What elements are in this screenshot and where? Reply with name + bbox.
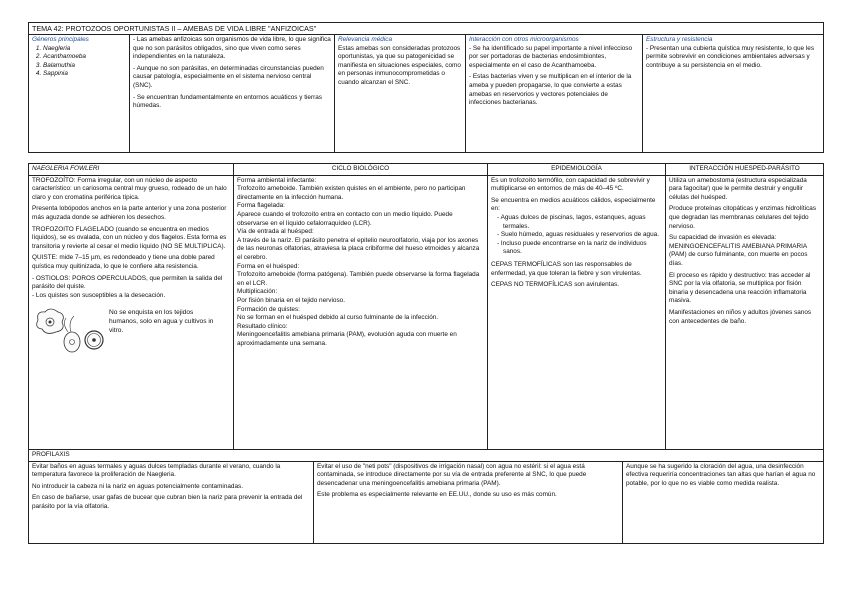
- genus-item: 4. Sappinia: [43, 70, 126, 79]
- epidemiology-cell: [488, 175, 666, 449]
- epi-intro: Es un trofozoíto termófilo, con capacidad de sobrevivir y multiplicarse en entornos de más de 40–45 ºC.: [491, 176, 650, 193]
- host-item: Manifestaciones en niños y adultos jóvenes sanos con antecedentes de baño.: [669, 308, 812, 325]
- epi-thermophilic: CEPAS TERMOFÍLICAS son las responsables de enfermedad, ya que toleran la fiebre y son virulentas.: [491, 260, 642, 277]
- cyst-figure-row: [32, 302, 230, 358]
- cycle-cell: [234, 175, 488, 449]
- cycle-step-text: Meningoencefalitis amebiana primaria (PAM), evolución aguda con muerte en aproximadamente una semana.: [237, 331, 457, 347]
- morphology-cell: [29, 175, 234, 449]
- genus-item: 2. Acanthamoeba: [43, 53, 126, 62]
- morphology-text: - OSTIOLOS: POROS OPERCULADOS, que permiten la salida del parásito del quiste.: [32, 274, 223, 291]
- prophylaxis-col2: [314, 461, 623, 543]
- morphology-text: QUISTE: mide 7–15 µm, es redondeado y tiene una doble pared quística muy quitinizada, lo que le confiere alta resistencia.: [32, 254, 215, 270]
- genera-list: [32, 45, 126, 79]
- cycle-step-text: Aparece cuando el trofozoíto entra en contacto con un medio líquido. Puede observarse en el líquido cefalorraquídeo (LCR).: [237, 210, 453, 227]
- interaction-item: - Se ha identificado su papel importante a nivel infeccioso por ser portadoras de bacterias endosimbiontes, especialmente en el caso de Acanthamoeba.: [469, 45, 639, 71]
- genera-heading: Géneros principales: [32, 36, 89, 43]
- cycle-step-text: No se forman en el huésped debido al curso fulminante de la infección.: [237, 314, 439, 322]
- cycle-step-text: Por fisión binaria en el tejido nervioso.: [237, 296, 345, 304]
- general-item: - Las amebas anfizoicas son organismos de vida libre, lo que significa que no son parásitos obligados, sino que viven como seres independientes en la naturaleza.: [133, 36, 331, 62]
- structure-item: - Presentan una cubierta quística muy resistente, lo que les permite sobrevivir en condiciones ambientales adversas y contribuye a su persistencia en el medio.: [646, 45, 820, 71]
- interaction-heading: Interacción con otros microorganismos: [469, 36, 579, 43]
- prophylaxis-item: En caso de bañarse, usar gafas de bucear que cubran bien la nariz para prevenir la entrada del parásito por la vía olfatoria.: [32, 494, 303, 510]
- morphology-text: Presenta lobópodos anchos en la parte anterior y una zona posterior más aguzada donde se adhieren los desechos.: [32, 205, 227, 221]
- structure-heading: Estructura y resistencia: [646, 36, 713, 43]
- genera-cell: [29, 35, 130, 153]
- interaction-item: - Estas bacterias viven y se multiplican en el interior de la ameba y pueden propagarse, lo que convierte a estas amebas en reservorios y vectores potenciales de infecciones bacterianas.: [469, 73, 639, 107]
- cycle-step-text: Trofozoíto ameboide. También existen quistes en el ambiente, pero no participan directamente en la infección humana.: [237, 185, 466, 201]
- prophylaxis-col1: [29, 461, 314, 543]
- cycle-step-text: Trofozoíto ameboide (forma patógena). También puede observarse la forma flagelada en el LCR.: [237, 271, 480, 287]
- prophylaxis-item: No introducir la cabeza ni la nariz en aguas potencialmente contaminadas.: [32, 482, 244, 490]
- epi-nonthermophilic: CEPAS NO TERMOFÍLICAS son avirulentas.: [491, 281, 619, 289]
- prophylaxis-table: [28, 449, 824, 544]
- morphology-text: - Los quistes son susceptibles a la desecación.: [32, 291, 166, 299]
- cyst-note: No se enquista en los tejidos humanos, solo en agua y cultivos in vitro.: [109, 309, 214, 335]
- cycle-step-title: Multiplicación:: [237, 288, 278, 296]
- cycle-step-title: Formación de quistes:: [237, 305, 300, 313]
- morphology-text: TROFOZOÍTO: Forma irregular, con un núcleo de aspecto característico: un cariosoma central muy grueso, rodeado de un halo claro y con cromatina periférica típica.: [32, 176, 227, 201]
- genus-item: 3. Balamuthia: [43, 62, 126, 71]
- epidemiology-header: EPIDEMIOLOGÍA: [488, 164, 666, 176]
- host-item: Produce proteínas citopáticas y enzimas hidrolíticas que degradan las membranas celulares del tejido nervioso.: [669, 205, 817, 230]
- relevance-text: Estas amebas son consideradas protozoos oportunistas, ya que su patogenicidad se manifiesta en situaciones especiales, como en personas inmunocomprometidas o cuando alcanzan el SNC.: [338, 44, 461, 86]
- interaction-list: [469, 45, 639, 108]
- relevance-cell: [335, 35, 466, 153]
- prophylaxis-heading: PROFILAXIS: [29, 450, 824, 462]
- cycle-step-title: Resultado clínico:: [237, 322, 288, 330]
- habitat-item: - Aguas dulces de piscinas, lagos, estanques, aguas termales.: [503, 214, 662, 231]
- prophylaxis-item: Aunque se ha sugerido la cloración del agua, una desinfección efectiva requeriría concentraciones tan altas que harían el agua no potable, por lo que no es viable como medida realista.: [626, 462, 816, 487]
- habitat-item: - Incluso puede encontrarse en la nariz de individuos sanos.: [503, 240, 662, 257]
- relevance-heading: Relevancia médica: [338, 36, 392, 43]
- cycle-step-text: A través de la nariz. El parásito penetra el epitelio neuroolfatorio, viaja por los axones de las neuronas olfatorias, atraviesa la placa cribiforme del hueso etmoides y alcanza el cerebro.: [237, 236, 480, 261]
- prophylaxis-item: Este problema es especialmente relevante en EE.UU., donde su uso es más común.: [317, 491, 557, 499]
- structure-list: [646, 45, 820, 71]
- prophylaxis-item: Evitar baños en aguas termales y aguas dulces templadas durante el verano, cuando la temperatura favorece la proliferación de Naegleria.: [32, 462, 281, 479]
- general-item: - Aunque no son parásitas, en determinadas circunstancias pueden causar patología, especialmente en el sistema nervioso central (SNC).: [133, 65, 331, 91]
- cycle-header: CICLO BIOLÓGICO: [234, 164, 488, 176]
- interaction-cell: [466, 35, 643, 153]
- naegleria-table: [28, 163, 824, 450]
- habitat-list: [491, 214, 662, 257]
- epi-habitat-intro: Se encuentra en medios acuáticos cálidos, especialmente en:: [491, 196, 656, 213]
- habitat-item: - Suelo húmedo, aguas residuales y reservorios de agua.: [503, 231, 662, 240]
- general-cell: [130, 35, 335, 153]
- host-interaction-cell: [666, 175, 824, 449]
- host-interaction-header: INTERACCIÓN HUESPED-PARÁSITO: [666, 164, 824, 176]
- cycle-step-title: Forma ambiental infectante:: [237, 176, 317, 184]
- prophylaxis-col3: [623, 461, 824, 543]
- morphology-text: TROFOZOITO FLAGELADO (cuando se encuentra en medios líquidos), se es ovalada, con un núcleo y dos flagelos. Esta forma es transitoria y revierte al cesar el medio líquido (NO SE MULTIPLICA).: [32, 225, 227, 250]
- prophylaxis-item: Evitar el uso de "neti pots" (dispositivos de irrigación nasal) con agua no estéril: si el agua está contaminada, se introduce directamente por su vía de entrada preferente al SNC, lo que puede desencadenar una meningoencefalitis amebiana primaria (PAM).: [317, 462, 587, 487]
- host-item: El proceso es rápido y destructivo: tras acceder al SNC por la vía olfatoria, se multiplica por fisión binaria y desencadena una reacción inflamatoria masiva.: [669, 271, 811, 305]
- cycle-step-title: Forma flagelada:: [237, 202, 285, 210]
- topic-title: TEMA 42: PROTOZOOS OPORTUNISTAS II – AMEBAS DE VIDA LIBRE "ANFIZOICAS": [29, 23, 824, 35]
- summary-table: [28, 22, 824, 153]
- genus-item: 1. Naegleria: [43, 45, 126, 54]
- amoeba-illustration: [32, 302, 107, 358]
- cycle-step-title: Forma en el huésped:: [237, 262, 300, 270]
- general-list: [133, 36, 331, 111]
- cycle-step-title: Vía de entrada al huésped:: [237, 228, 314, 236]
- host-item: Utiliza un amebostoma (estructura especializada para fagocitar) que le permite destruir y engullir células del huésped.: [669, 176, 807, 201]
- structure-cell: [643, 35, 824, 153]
- naegleria-header: NAEGLERIA FOWLERI: [29, 164, 234, 176]
- host-item: Su capacidad de invasión es elevada: MENINGOENCEFALITIS AMEBIANA PRIMARIA (PAM) de curso fulminante, con muerte en pocos días.: [669, 234, 808, 267]
- general-item: - Se encuentran fundamentalmente en entornos acuáticos y tierras húmedas.: [133, 94, 331, 111]
